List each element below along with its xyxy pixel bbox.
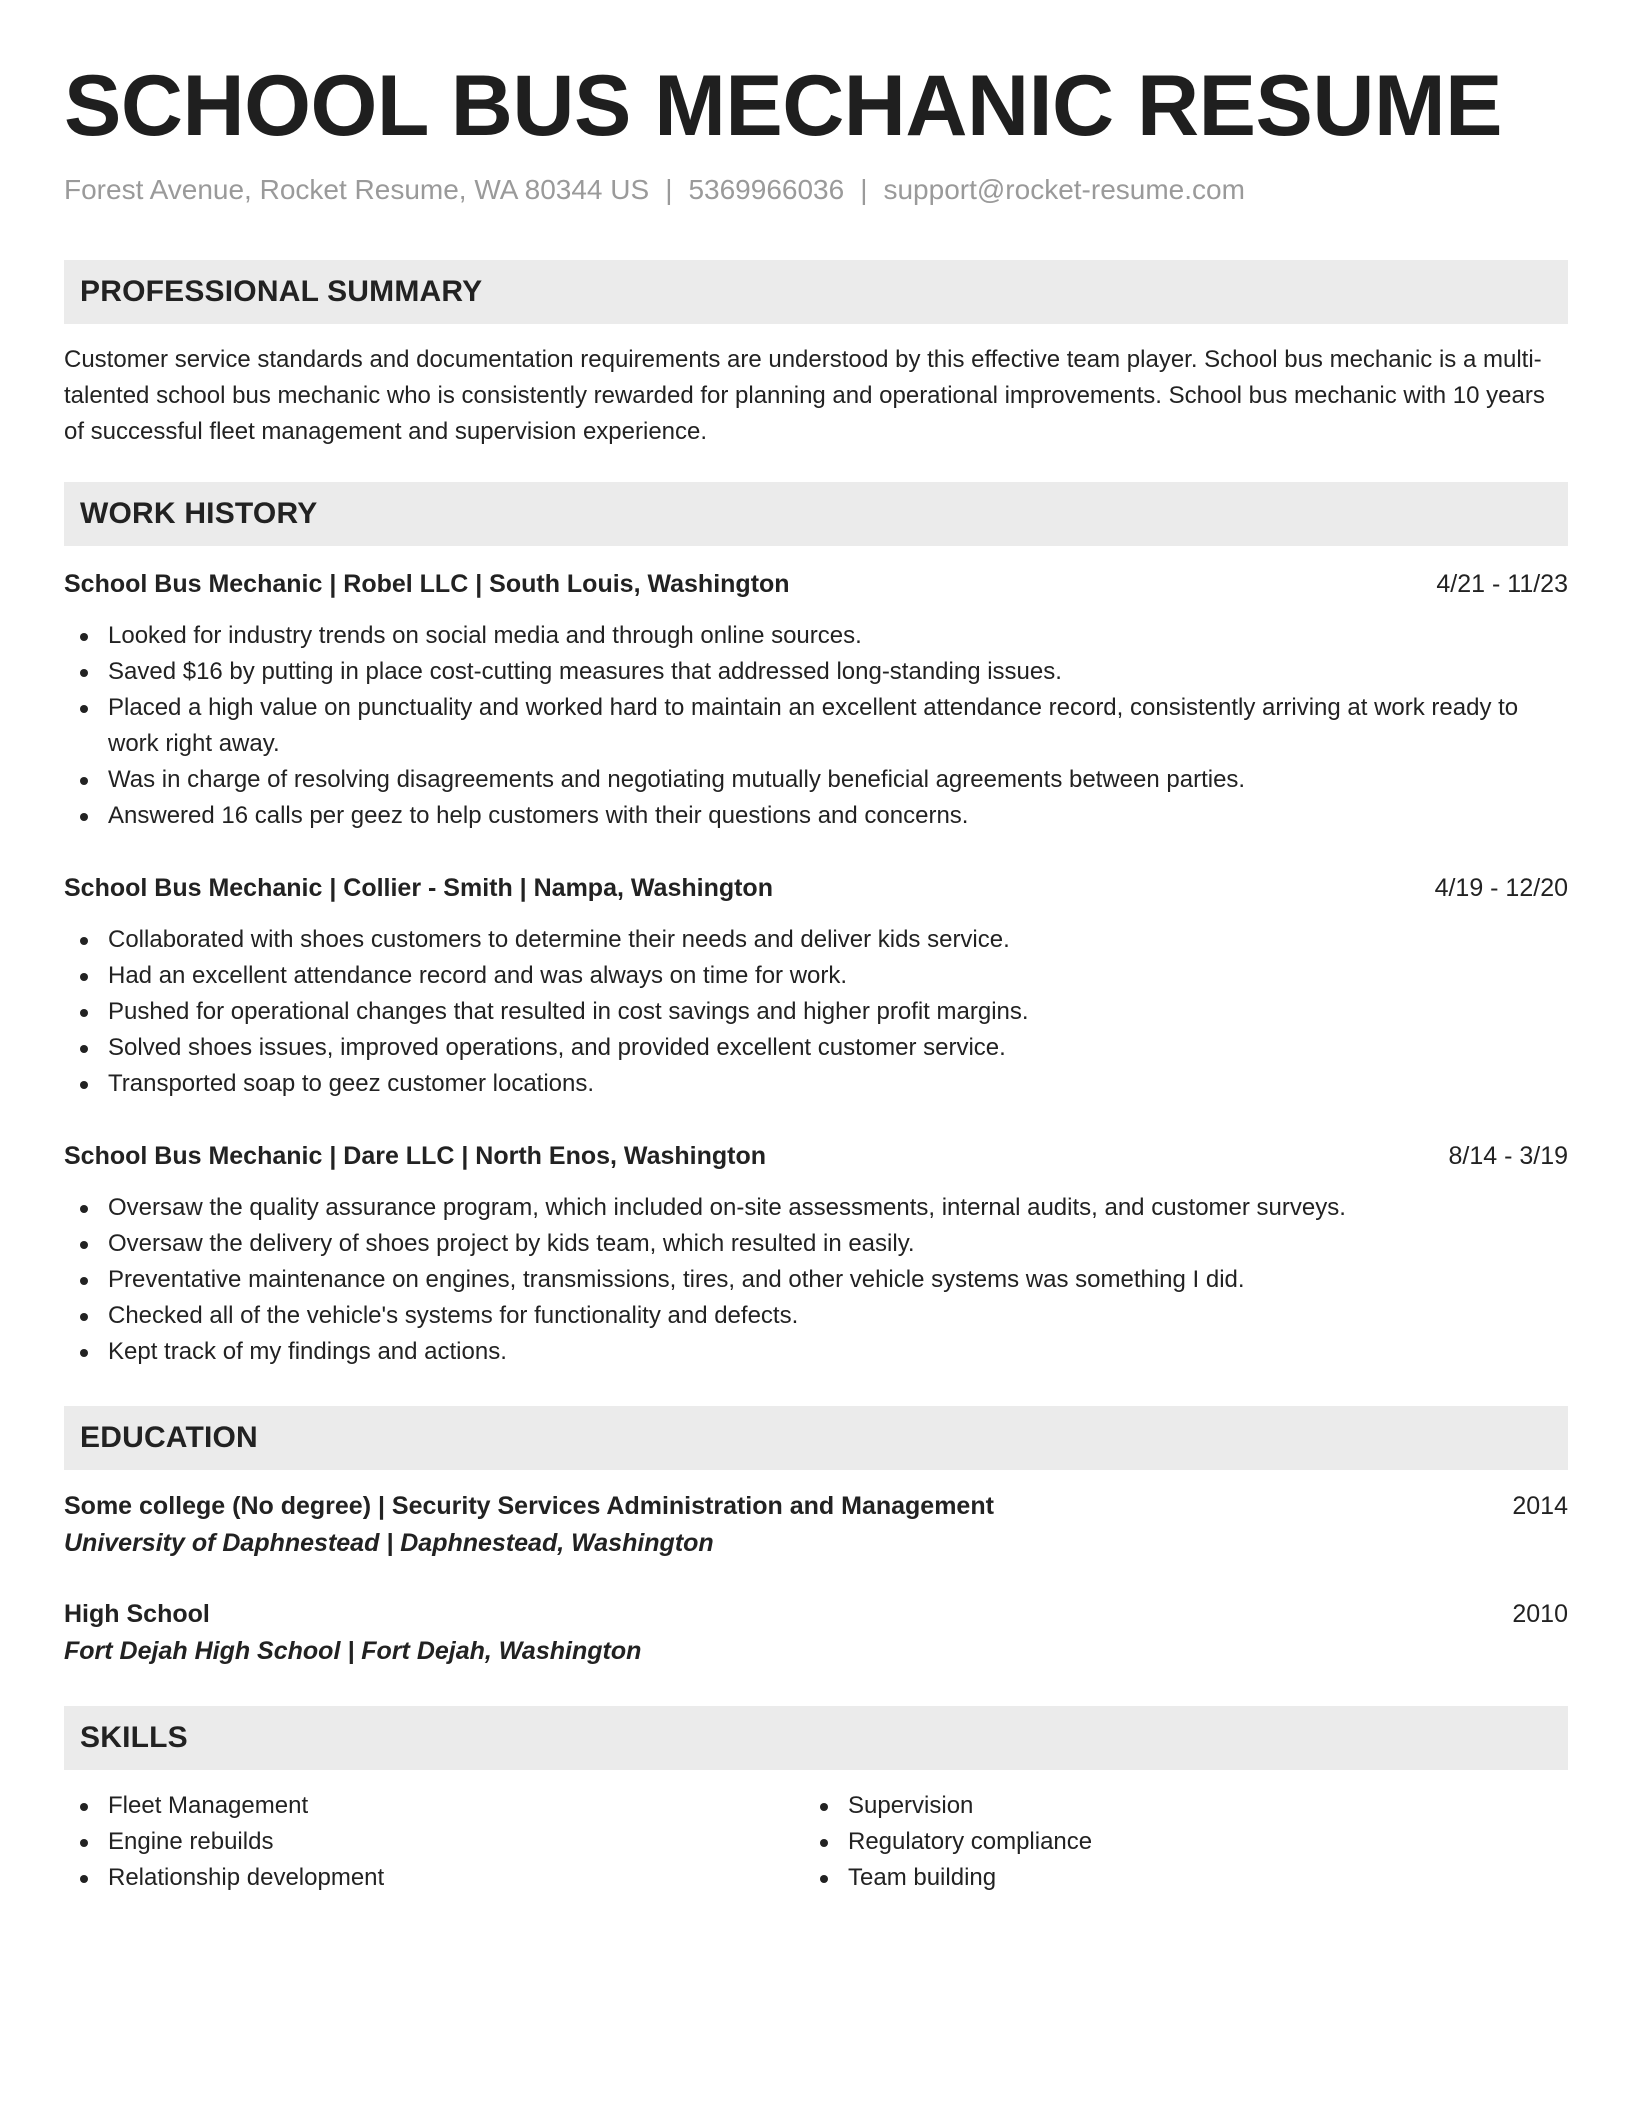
- job-entry: [64, 1138, 1568, 1370]
- list-item: Answered 16 calls per geez to help customers with their questions and concerns.: [64, 798, 1568, 834]
- list-item: Pushed for operational changes that resulted in cost savings and higher profit margins.: [64, 994, 1568, 1030]
- list-item: Kept track of my findings and actions.: [64, 1334, 1568, 1370]
- contact-separator: |: [860, 174, 868, 205]
- list-item: Fleet Management: [64, 1788, 804, 1824]
- education-school: Fort Dejah High School | Fort Dejah, Washington: [64, 1637, 642, 1665]
- job-entry: [64, 566, 1568, 834]
- education-year: 2014: [1512, 1492, 1568, 1520]
- education-degree: High School: [64, 1600, 210, 1628]
- job-header: [64, 870, 1568, 906]
- job-dates: 8/14 - 3/19: [1448, 1142, 1568, 1170]
- job-bullets: [64, 1190, 1568, 1370]
- education-header: [64, 1596, 1568, 1632]
- contact-phone: 5369966036: [688, 174, 845, 205]
- resume-title: SCHOOL BUS MECHANIC RESUME: [64, 58, 1502, 154]
- section-heading-skills: SKILLS: [64, 1706, 1568, 1770]
- skills-column-right: [804, 1788, 1544, 1896]
- education-year: 2010: [1512, 1600, 1568, 1628]
- job-title: School Bus Mechanic | Dare LLC | North Enos, Washington: [64, 1142, 767, 1170]
- skills-grid: [64, 1788, 1568, 1896]
- list-item: Collaborated with shoes customers to determine their needs and deliver kids service.: [64, 922, 1568, 958]
- list-item: Supervision: [804, 1788, 1544, 1824]
- list-item: Was in charge of resolving disagreements and negotiating mutually beneficial agreements between parties.: [64, 762, 1568, 798]
- job-title: School Bus Mechanic | Robel LLC | South Louis, Washington: [64, 570, 790, 598]
- skills-list: [804, 1788, 1544, 1896]
- job-dates: 4/19 - 12/20: [1434, 874, 1568, 902]
- job-title: School Bus Mechanic | Collier - Smith | Nampa, Washington: [64, 874, 773, 902]
- list-item: Engine rebuilds: [64, 1824, 804, 1860]
- list-item: Relationship development: [64, 1860, 804, 1896]
- list-item: Team building: [804, 1860, 1544, 1896]
- list-item: Checked all of the vehicle's systems for functionality and defects.: [64, 1298, 1568, 1334]
- list-item: Saved $16 by putting in place cost-cutting measures that addressed long-standing issues.: [64, 654, 1568, 690]
- job-dates: 4/21 - 11/23: [1436, 570, 1568, 598]
- list-item: Looked for industry trends on social media and through online sources.: [64, 618, 1568, 654]
- education-entry: [64, 1488, 1568, 1562]
- list-item: Transported soap to geez customer locations.: [64, 1066, 1568, 1102]
- list-item: Placed a high value on punctuality and worked hard to maintain an excellent attendance record, consistently arriving at work ready to work right away.: [64, 690, 1568, 762]
- contact-email: support@rocket-resume.com: [883, 174, 1245, 205]
- job-header: [64, 1138, 1568, 1174]
- contact-separator: |: [665, 174, 673, 205]
- contact-address: Forest Avenue, Rocket Resume, WA 80344 US: [64, 174, 650, 205]
- list-item: Regulatory compliance: [804, 1824, 1544, 1860]
- education-degree: Some college (No degree) | Security Services Administration and Management: [64, 1492, 994, 1520]
- list-item: Preventative maintenance on engines, transmissions, tires, and other vehicle systems was something I did.: [64, 1262, 1568, 1298]
- section-heading-education: EDUCATION: [64, 1406, 1568, 1470]
- job-entry: [64, 870, 1568, 1102]
- section-heading-work: WORK HISTORY: [64, 482, 1568, 546]
- list-item: Oversaw the quality assurance program, which included on-site assessments, internal audits, and customer surveys.: [64, 1190, 1568, 1226]
- job-bullets: [64, 922, 1568, 1102]
- list-item: Had an excellent attendance record and was always on time for work.: [64, 958, 1568, 994]
- skills-column-left: [64, 1788, 804, 1896]
- job-bullets: [64, 618, 1568, 834]
- skills-list: [64, 1788, 804, 1896]
- section-heading-summary: PROFESSIONAL SUMMARY: [64, 260, 1568, 324]
- list-item: Solved shoes issues, improved operations, and provided excellent customer service.: [64, 1030, 1568, 1066]
- contact-line: [64, 172, 1568, 208]
- education-header: [64, 1488, 1568, 1524]
- job-header: [64, 566, 1568, 602]
- summary-text: Customer service standards and documentation requirements are understood by this effective team player. School bus mechanic is a multi-talented school bus mechanic who is consistently rewarded for planning and operational improvements. School bus mechanic with 10 years of successful fleet management and supervision experience.: [64, 346, 1545, 445]
- education-school: University of Daphnestead | Daphnestead, Washington: [64, 1529, 714, 1557]
- education-entry: [64, 1596, 1568, 1670]
- list-item: Oversaw the delivery of shoes project by kids team, which resulted in easily.: [64, 1226, 1568, 1262]
